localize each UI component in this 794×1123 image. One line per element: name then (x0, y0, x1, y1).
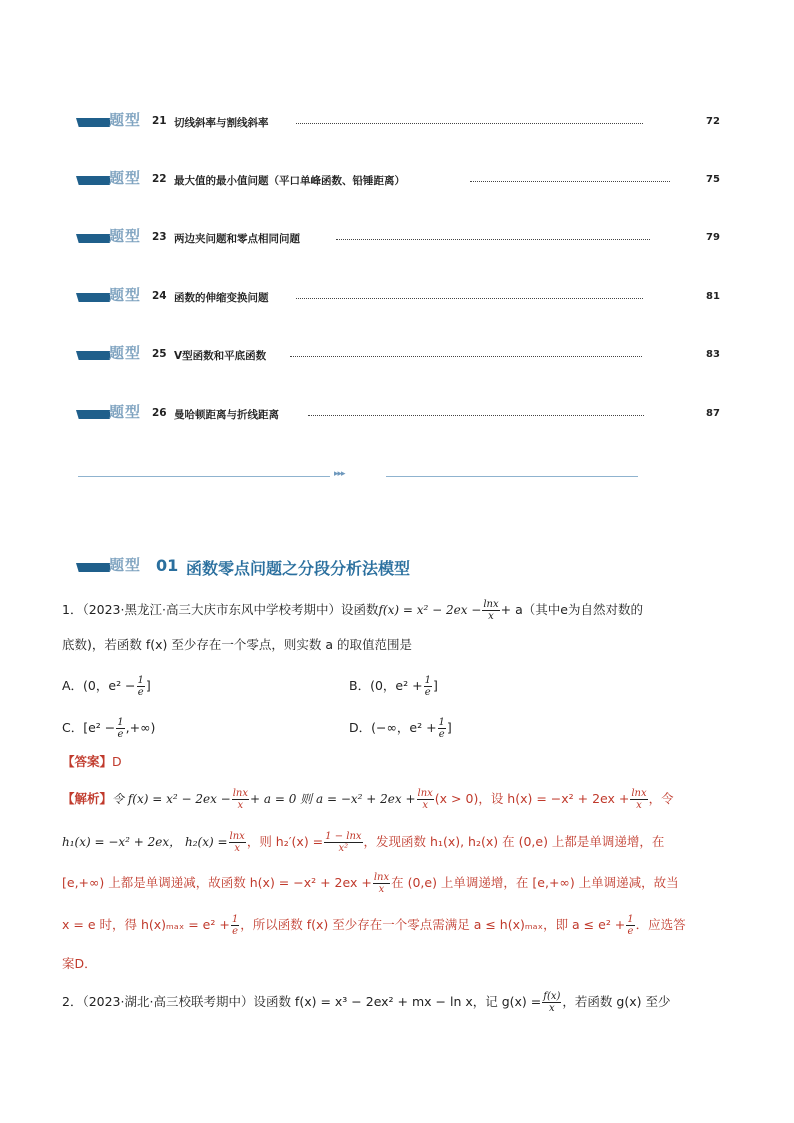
analysis-line-5: 案D． (62, 956, 97, 971)
toc-title: 函数的伸缩变换问题 (174, 292, 269, 304)
toc-number: 21 (152, 115, 167, 127)
topic-badge: 题型 (76, 286, 146, 306)
section-heading (76, 554, 676, 580)
toc-number: 23 (152, 231, 167, 243)
analysis-line-3: [e,+∞) 上都是单调递减，故函数 h(x) = −x² + 2ex + $\frac{\ln x}{x}$ 在 (0,e) 上单调递增，在 [e,+∞) 上单调递减，故当 (62, 872, 679, 895)
toc-title: V型函数和平底函数 (174, 350, 267, 362)
toc-entry-24[interactable] (76, 286, 726, 310)
toc-number: 25 (152, 348, 167, 360)
answer: 【答案】D (62, 754, 122, 769)
toc-number: 26 (152, 407, 167, 419)
toc-title: 两边夹问题和零点相同问题 (174, 233, 300, 245)
toc-leader (470, 181, 670, 182)
toc-leader (296, 298, 643, 299)
toc-leader (308, 415, 644, 416)
arrows-icon: ▸▸▸ (334, 469, 345, 479)
topic-badge: 题型 (76, 403, 146, 423)
topic-badge: 题型 (76, 111, 146, 131)
separator-right (386, 476, 638, 477)
toc-leader (296, 123, 643, 124)
section-title: 函数零点问题之分段分析法模型 (186, 559, 411, 578)
toc-page: 72 (706, 116, 720, 127)
toc-entry-26[interactable] (76, 403, 726, 427)
toc-page: 83 (706, 349, 720, 360)
option-b[interactable]: B．(0，e² + $\frac{1}{e}$ ] (349, 675, 438, 698)
option-c[interactable]: C．[e² − $\frac{1}{e}$ ,+∞) (62, 717, 156, 740)
toc-entry-22[interactable] (76, 169, 726, 193)
toc-entry-21[interactable] (76, 111, 726, 135)
toc-page: 87 (706, 408, 720, 419)
topic-badge: 题型 (76, 227, 146, 247)
toc-title: 切线斜率与割线斜率 (174, 117, 269, 129)
question-2-stem: 2．（2023·湖北·高三校联考期中）设函数 f(x) = x³ − 2ex² + mx − ln x，记 g(x) = $\frac{f(x)}{x}$ ，若函数 g(x) 至少 (62, 991, 671, 1014)
option-a[interactable]: A．(0，e² − $\frac{1}{e}$ ] (62, 675, 151, 698)
analysis-line-1: 【解析】令 f(x) = x² − 2ex − $\frac{\ln x}{x}$ + a = 0 则 a = −x² + 2ex + $\frac{\ln x}{x}$ (x > 0)，设 h(x) = −x² + 2ex + $\frac{\ln x}{x}$ ，令 (62, 788, 674, 811)
analysis-line-2: h₁(x) = −x² + 2ex， h₂(x) = $\frac{\ln x}{x}$ ，则 h₂′(x) = $\frac{1 - \ln x}{\text{x²}}$ ，发现函数 h₁(x), h₂(x) 在 (0,e) 上都是单调递增，在 (62, 831, 665, 854)
toc-number: 22 (152, 173, 167, 185)
question-1-stem: 1．（2023·黑龙江·高三大庆市东风中学校考期中）设函数f(x) = x² − 2ex − $\frac{\ln x}{x}$ + a（其中e为自然对数的 (62, 599, 643, 622)
toc-page: 81 (706, 291, 720, 302)
toc-title: 曼哈顿距离与折线距离 (174, 409, 279, 421)
topic-badge: 题型 (76, 169, 146, 189)
toc-entry-23[interactable] (76, 227, 726, 251)
toc-leader (290, 356, 642, 357)
topic-badge: 题型 (76, 344, 146, 364)
topic-badge: 题型 (76, 556, 146, 576)
toc-number: 24 (152, 290, 167, 302)
separator-left (78, 476, 330, 477)
toc-entry-25[interactable] (76, 344, 726, 368)
toc-page: 75 (706, 174, 720, 185)
option-d[interactable]: D．(−∞，e² + $\frac{1}{e}$ ] (349, 717, 452, 740)
toc-leader (336, 239, 650, 240)
toc-page: 79 (706, 232, 720, 243)
toc-title: 最大值的最小值问题（平口单峰函数、铅锤距离） (174, 175, 405, 187)
section-number: 01 (156, 556, 179, 575)
analysis-line-4: x = e 时，得 h(x)ₘₐₓ = e² + $\frac{1}{e}$ ，所以函数 f(x) 至少存在一个零点需满足 a ≤ h(x)ₘₐₓ，即 a ≤ e² + $\frac{1}{e}$ ．应选答 (62, 914, 686, 937)
question-1-stem-2: 底数)，若函数 f(x) 至少存在一个零点，则实数 a 的取值范围是 (62, 637, 412, 652)
